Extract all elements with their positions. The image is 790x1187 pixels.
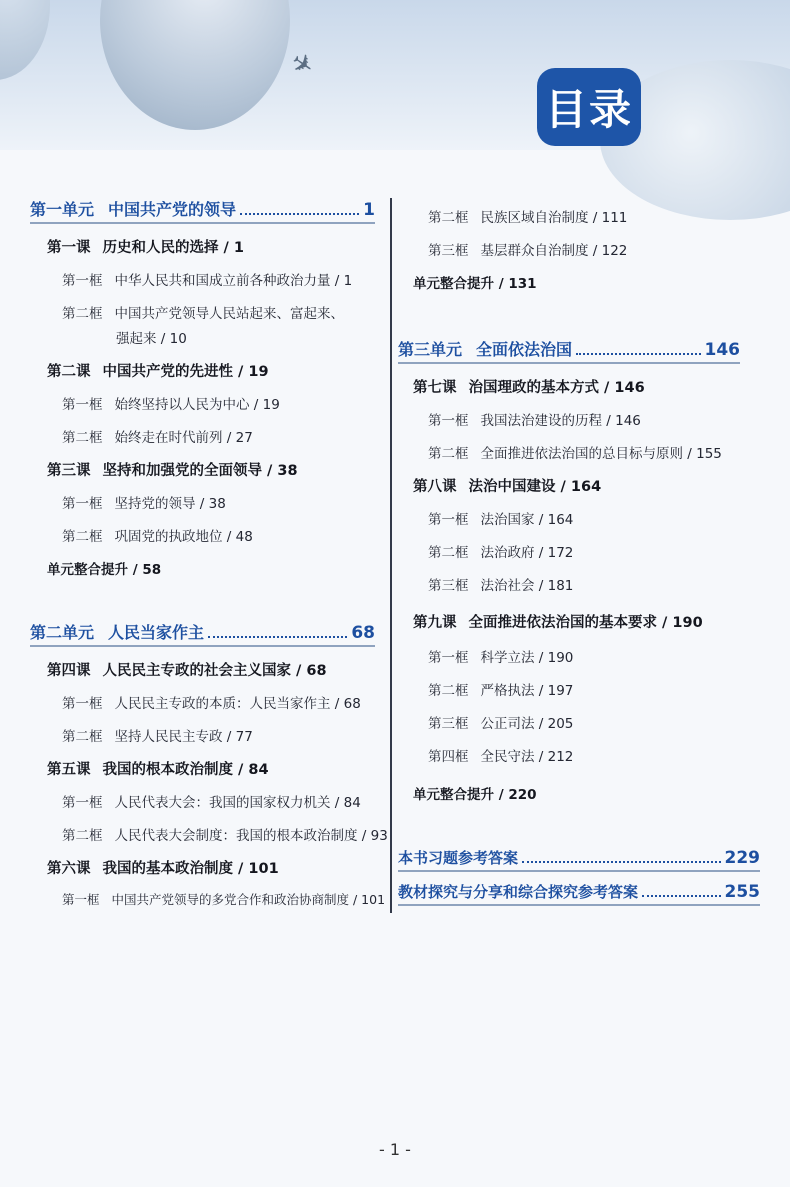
lesson-8-frame-3[interactable]: 第三框 法治社会 / 181 [428,578,574,594]
answers-row-1[interactable] [398,846,760,872]
lesson-5-frame-2[interactable]: 第二框 人民代表大会制度：我国的根本政治制度 / 93 [62,828,388,844]
lesson-1-frame-2-cont: 强起来 / 10 [116,331,187,347]
unit-2-summary[interactable]: 单元整合提升 / 131 [413,276,537,292]
lesson-5-frame-1[interactable]: 第一框 人民代表大会：我国的国家权力机关 / 84 [62,795,361,811]
unit-3-summary[interactable]: 单元整合提升 / 220 [413,787,537,803]
unit-2-label: 第二单元 人民当家作主 [30,623,205,642]
dot-leader [642,894,720,897]
lesson-4-frame-2[interactable]: 第二框 坚持人民民主专政 / 77 [62,729,253,745]
lesson-8-frame-2[interactable]: 第二框 法治政府 / 172 [428,545,574,561]
unit-1-page: 1 [363,200,375,220]
lesson-4-frame-1[interactable]: 第一框 人民民主专政的本质：人民当家作主 / 68 [62,696,361,712]
answers-label-1: 本书习题参考答案 [398,849,519,867]
lesson-8-frame-1[interactable]: 第一框 法治国家 / 164 [428,512,574,528]
lesson-5[interactable]: 第五课 我国的根本政治制度 / 84 [47,762,269,778]
lesson-2-frame-2[interactable]: 第二框 始终走在时代前列 / 27 [62,430,253,446]
answers-page-2: 255 [724,882,760,902]
lesson-1-frame-2[interactable]: 第二框 中国共产党领导人民站起来、富起来、 [62,306,344,322]
unit-2-page: 68 [351,623,375,643]
lesson-3-frame-2[interactable]: 第二框 巩固党的执政地位 / 48 [62,529,253,545]
dot-leader [576,352,700,355]
lesson-7[interactable]: 第七课 治国理政的基本方式 / 146 [413,380,645,396]
lesson-7-frame-2[interactable]: 第二框 全面推进依法治国的总目标与原则 / 155 [428,446,722,462]
lesson-9-frame-4[interactable]: 第四框 全民守法 / 212 [428,749,574,765]
dot-leader [240,212,359,215]
lesson-9-frame-1[interactable]: 第一框 科学立法 / 190 [428,650,574,666]
unit-3-row[interactable] [398,336,740,364]
lesson-9[interactable]: 第九课 全面推进依法治国的基本要求 / 190 [413,615,703,631]
lesson-6-frame-2[interactable]: 第二框 民族区域自治制度 / 111 [428,210,628,226]
unit-1-row[interactable] [30,196,375,224]
unit-1-label: 第一单元 中国共产党的领导 [30,200,237,219]
lesson-3-frame-1[interactable]: 第一框 坚持党的领导 / 38 [62,496,226,512]
answers-page-1: 229 [724,848,760,868]
satellite-icon: ✈ [284,46,320,84]
unit-3-page: 146 [704,340,740,360]
toc-title-badge: 目录 [537,68,641,146]
unit-3-label: 第三单元 全面依法治国 [398,340,573,359]
lesson-2[interactable]: 第二课 中国共产党的先进性 / 19 [47,364,269,380]
lesson-1[interactable]: 第一课 历史和人民的选择 / 1 [47,240,244,256]
answers-row-2[interactable] [398,880,760,906]
dot-leader [208,635,347,638]
dot-leader [522,860,720,863]
unit-1-summary[interactable]: 单元整合提升 / 58 [47,562,162,578]
lesson-9-frame-2[interactable]: 第二框 严格执法 / 197 [428,683,574,699]
lesson-1-frame-1[interactable]: 第一框 中华人民共和国成立前各种政治力量 / 1 [62,273,353,289]
lesson-7-frame-1[interactable]: 第一框 我国法治建设的历程 / 146 [428,413,641,429]
lesson-8[interactable]: 第八课 法治中国建设 / 164 [413,479,602,495]
page-number: - 1 - [379,1140,411,1159]
unit-2-row[interactable] [30,619,375,647]
lesson-3[interactable]: 第三课 坚持和加强党的全面领导 / 38 [47,463,298,479]
column-divider [390,198,392,913]
lesson-2-frame-1[interactable]: 第一框 始终坚持以人民为中心 / 19 [62,397,280,413]
answers-label-2: 教材探究与分享和综合探究参考答案 [398,883,639,901]
lesson-9-frame-3[interactable]: 第三框 公正司法 / 205 [428,716,574,732]
lesson-6[interactable]: 第六课 我国的基本政治制度 / 101 [47,861,279,877]
lesson-4[interactable]: 第四课 人民民主专政的社会主义国家 / 68 [47,663,327,679]
lesson-6-frame-1[interactable]: 第一框 中国共产党领导的多党合作和政治协商制度 / 101 [62,892,386,907]
lesson-6-frame-3[interactable]: 第三框 基层群众自治制度 / 122 [428,243,628,259]
